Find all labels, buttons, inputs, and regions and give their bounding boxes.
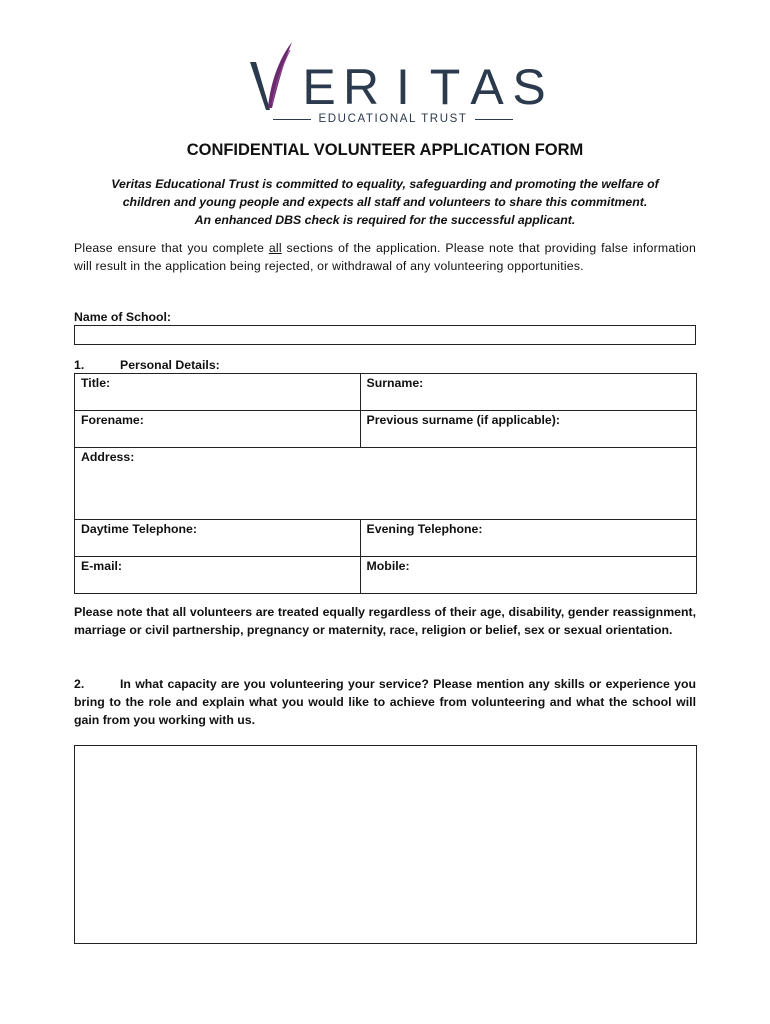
address-label: Address: (81, 450, 135, 464)
section-2-text: In what capacity are you volunteering your service? Please mention any skills or experience you bring to the role and explain what you would like to achieve from volunteering and what the school will gain from you working with us. (74, 677, 696, 727)
school-name-label: Name of School: (74, 310, 172, 324)
daytime-telephone-label: Daytime Telephone: (81, 522, 197, 536)
veritas-feather-v-icon (248, 40, 292, 112)
forename-field[interactable] (75, 411, 361, 448)
mobile-field[interactable] (360, 557, 696, 594)
personal-details-table (74, 373, 697, 594)
instructions-note (74, 239, 696, 275)
volunteering-capacity-answer-box[interactable] (74, 745, 697, 944)
daytime-telephone-field[interactable] (75, 520, 361, 557)
note-text: Please ensure that you complete (74, 241, 269, 255)
school-name-field[interactable] (74, 325, 696, 345)
logo-wordmark (248, 52, 550, 115)
email-field[interactable] (75, 557, 361, 594)
section-1-heading (74, 358, 220, 372)
form-title: CONFIDENTIAL VOLUNTEER APPLICATION FORM (186, 141, 584, 159)
logo-subtitle-text: EDUCATIONAL TRUST (318, 113, 468, 125)
logo-subtitle (273, 110, 513, 128)
section-number: 1. (74, 358, 85, 372)
intro-statement (74, 175, 696, 229)
logo-rule-right (475, 119, 513, 120)
section-number: 2. (74, 677, 85, 691)
equality-statement: Please note that all volunteers are treated equally regardless of their age, disability, gender reassignment, marriage or civil partnership, pregnancy or maternity, race, religion or belief, sex or sexual orientation. (74, 605, 696, 637)
logo-letter: T (429, 59, 461, 115)
forename-label: Forename: (81, 413, 144, 427)
logo-letter: E (302, 59, 336, 115)
section-title: Personal Details: (120, 358, 220, 372)
evening-telephone-label: Evening Telephone: (366, 522, 483, 536)
note-underlined: all (268, 241, 282, 255)
veritas-logo (248, 30, 546, 130)
note-text: sections of the application. Please note that providing false information will result in the application being rejected, or withdrawal of any volunteering opportunities. (74, 241, 696, 273)
mobile-label: Mobile: (366, 559, 410, 573)
email-label: E-mail: (81, 559, 122, 573)
previous-surname-field[interactable] (360, 411, 696, 448)
logo-letter: A (470, 59, 504, 115)
title-field[interactable] (75, 374, 361, 411)
section-2-question (74, 675, 696, 729)
previous-surname-label: Previous surname (if applicable): (366, 413, 560, 427)
surname-label: Surname: (366, 376, 424, 390)
intro-line: children and young people and expects all staff and volunteers to share this commitment. (122, 195, 648, 209)
surname-field[interactable] (360, 374, 696, 411)
logo-letter: I (396, 59, 410, 115)
title-label: Title: (81, 376, 111, 390)
logo-letter: R (342, 59, 380, 115)
logo-rule-left (273, 119, 311, 120)
logo-letter: S (512, 59, 546, 115)
evening-telephone-field[interactable] (360, 520, 696, 557)
address-field[interactable] (75, 448, 697, 520)
intro-line: Veritas Educational Trust is committed to equality, safeguarding and promoting the welfare of (111, 177, 659, 191)
intro-line: An enhanced DBS check is required for the successful applicant. (194, 213, 576, 227)
